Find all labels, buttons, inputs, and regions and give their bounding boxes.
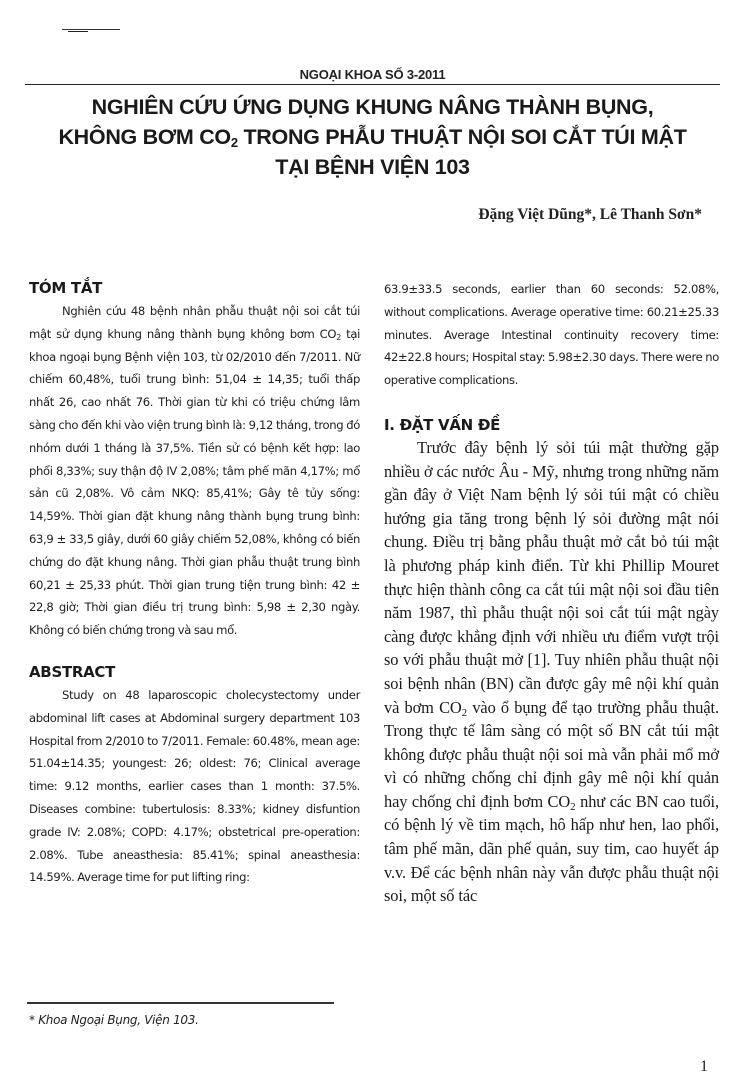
summary-text: Nghiên cứu 48 bệnh nhân phẫu thuật nội soi cắt túi mật sử dụng khung nâng thành bụng không bơm CO <box>29 304 360 341</box>
decorative-rule <box>62 29 120 30</box>
section-heading: I. ĐẶT VẤN ĐỀ <box>384 415 501 434</box>
footnote-rule <box>27 1002 334 1004</box>
subscript: 2 <box>461 706 468 719</box>
decorative-rule <box>68 31 88 32</box>
body-text: như các BN cao tuổi, có bệnh lý về tim mạch, hô hấp như hen, lao phổi, tâm phế mãn, dãn phế quản, suy tim, cao huyết áp v.v. Để các bệnh nhân này vẫn được phẫu thuật nội soi, một số tác <box>384 791 719 906</box>
title-text: TRONG PHẪU THUẬT NỘI SOI CẮT TÚI MẬT <box>237 125 687 149</box>
body-text: vào ổ bụng để tạo trường phẫu thuật. Trong thực tế lâm sàng có một số BN cắt túi mật không được phẫu thuật nội soi mà vẫn phải mổ mở vì có những chống chỉ định gây mê nội khí quản hay chống chỉ định bơm CO <box>384 697 719 811</box>
summary-text: tại khoa ngoại bụng Bệnh viện 103, từ 02/2010 đến 7/2011. Nữ chiếm 60,48%, tuổi trung bình: 51,04 ± 14,35; tuổi thấp nhất 26, cao nhất 76. Thời gian từ khi có triệu chứng lâm sàng cho đến khi vào viện trung bình là: 9,12 tháng, trong đó nhóm dưới 1 tháng là 37,5%. Tiền sử có bệnh kết hợp: lao phổi 8,33%; suy thận độ IV 2,08%; tâm phế mãn 4,17%; mổ sản cũ 2,08%. Vô cảm NKQ: 85,41%; Gây tê tủy sống: 14,59%. Thời gian đặt khung nâng thành bụng trung bình: 63,9 ± 33,5 giây, dưới 60 giây chiếm 52,08%, không có biến chứng do đặt khung nâng. Thời gian phẫu thuật trung bình 60,21 ± 25,33 phút. Thời gian trung tiện trung bình: 42 ± 22,8 giờ; Thời gian điều trị trung bình: 5,98 ± 2,30 ngày. Không có biến chứng trong và sau mổ. <box>29 326 360 638</box>
authors: Đặng Việt Dũng*, Lê Thanh Sơn* <box>478 206 702 223</box>
title-line-1: NGHIÊN CỨU ỨNG DỤNG KHUNG NÂNG THÀNH BỤNG, <box>91 95 654 119</box>
subscript: 2 <box>230 135 238 150</box>
right-column <box>384 278 719 908</box>
subscript: 2 <box>570 800 576 813</box>
summary-paragraph <box>29 300 360 642</box>
summary-heading: TÓM TẮT <box>29 279 103 297</box>
title-text: KHÔNG BƠM CO <box>58 125 231 149</box>
title-line-3: TẠI BỆNH VIỆN 103 <box>275 155 470 179</box>
section-paragraph <box>384 436 719 908</box>
article-title <box>20 92 725 182</box>
abstract-paragraph: Study on 48 laparoscopic cholecystectomy under abdominal lift cases at Abdominal surgery department 103 Hospital from 2/2010 to 7/2011. Female: 60.48%, mean age: 51.04±14.35; youngest: 26; oldest: 76; Clinical average time: 9.12 months, earlier cases than 1 month: 37.5%. Diseases combine: tubertulosis: 8.33%; kidney disfuntion grade IV: 2.08%; COPD: 4.17%; obstetrical pre-operation: 2.08%. Tube aneasthesia: 85.41%; spinal aneasthesia: 14.59%. Average time for put lifting ring: <box>29 687 360 885</box>
left-column <box>29 276 360 889</box>
abstract-heading: ABSTRACT <box>29 662 116 681</box>
abstract-continuation: 63.9±33.5 seconds, earlier than 60 seconds: 52.08%, without complications. Average operative time: 60.21±25.33 minutes. Average Intestinal continuity recovery time: 42±22.8 hours; Hospital stay: 5.98±2.30 days. There were no operative complications. <box>384 282 719 388</box>
journal-header: NGOẠI KHOA SỐ 3-2011 <box>299 67 446 82</box>
title-line-2 <box>20 122 725 152</box>
subscript: 2 <box>336 332 341 342</box>
footnote: * Khoa Ngoại Bụng, Viện 103. <box>29 1013 199 1027</box>
header-rule <box>25 84 720 85</box>
body-text: Trước đây bệnh lý sỏi túi mật thường gặp nhiều ở các nước Âu - Mỹ, nhưng trong những năm gần đây ở Việt Nam bệnh lý sỏi túi mật có chiều hướng gia tăng trong bệnh lý sỏi đường mật nói chung. Điều trị bằng phẫu thuật mở cắt bỏ túi mật là phương pháp kinh điển. Từ khi Phillip Mouret thực hiện thành công ca cắt túi mật nội soi đầu tiên năm 1987, thì phẫu thuật nội soi cắt túi mật ngày càng được khẳng định với nhiều ưu điểm vượt trội so với phẫu thuật mở [1]. Tuy nhiên phẫu thuật nội soi bệnh nhân (BN) cần được gây mê nội khí quản và bơm CO <box>384 437 719 717</box>
page-number: 1 <box>700 1058 708 1075</box>
